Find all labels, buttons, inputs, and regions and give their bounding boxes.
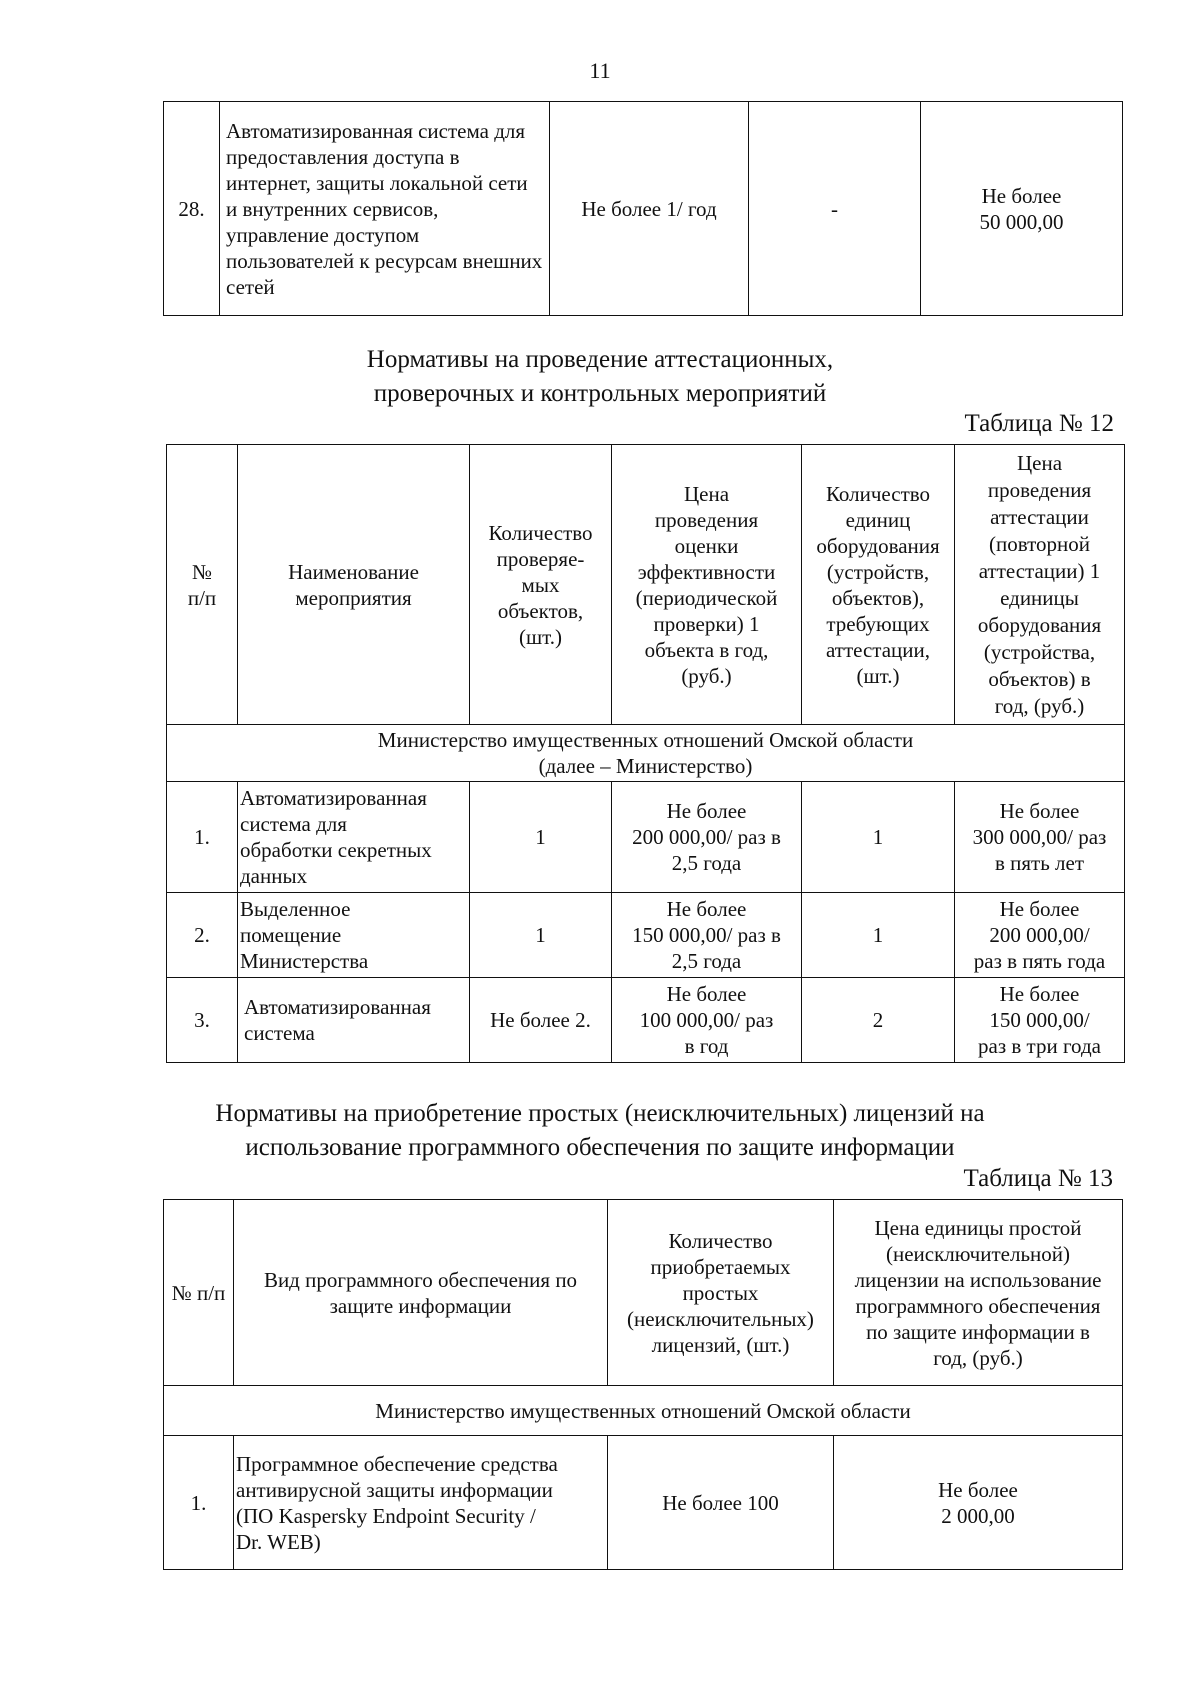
table-row xyxy=(167,978,1125,1063)
header-eval-price: Цена проведения оценки эффективности (периодической проверки) 1 объекта в год, (руб.) xyxy=(612,445,802,725)
row-name: Автоматизированная система для обработки секретных данных xyxy=(238,782,470,893)
row-number: 2. xyxy=(167,893,238,978)
row-number: 28. xyxy=(164,102,220,316)
group-title: Министерство имущественных отношений Омской области (далее – Министерство) xyxy=(167,725,1125,782)
row-qty: Не более 100 xyxy=(608,1436,834,1570)
header-name: Вид программного обеспечения по защите информации xyxy=(234,1200,608,1386)
row-price: Не более 50 000,00 xyxy=(921,102,1123,316)
header-qty: Количество приобретаемых простых (неисключительных) лицензий, (шт.) xyxy=(608,1200,834,1386)
table-row xyxy=(164,102,1123,316)
header-num: № п/п xyxy=(164,1200,234,1386)
table-11-continuation xyxy=(163,101,1123,316)
page-number: 11 xyxy=(589,58,611,83)
header-objects: Количество проверяе- мых объектов, (шт.) xyxy=(470,445,612,725)
group-row xyxy=(167,725,1125,782)
row-objects: 1 xyxy=(470,893,612,978)
row-objects: 1 xyxy=(470,782,612,893)
row-price: Не более 2 000,00 xyxy=(834,1436,1123,1570)
row-attest-price: Не более 150 000,00/ раз в три года xyxy=(955,978,1125,1063)
row-name: Автоматизированная система xyxy=(238,978,470,1063)
table-header-row xyxy=(167,445,1125,725)
table-row xyxy=(167,782,1125,893)
row-attest-price: Не более 300 000,00/ раз в пять лет xyxy=(955,782,1125,893)
header-name: Наименование мероприятия xyxy=(238,445,470,725)
row-number: 3. xyxy=(167,978,238,1063)
table-12 xyxy=(166,444,1125,1063)
section-12-title: Нормативы на проведение аттестационных, проверочных и контрольных мероприятий xyxy=(366,346,834,407)
row-quantity: - xyxy=(749,102,921,316)
row-objects: Не более 2. xyxy=(470,978,612,1063)
row-number: 1. xyxy=(164,1436,234,1570)
group-title: Министерство имущественных отношений Омской области xyxy=(164,1386,1123,1436)
header-num: № п/п xyxy=(167,445,238,725)
header-units: Количество единиц оборудования (устройств, объектов), требующих аттестации, (шт.) xyxy=(802,445,955,725)
row-units: 2 xyxy=(802,978,955,1063)
table-header-row xyxy=(164,1200,1123,1386)
row-eval-price: Не более 150 000,00/ раз в 2,5 года xyxy=(612,893,802,978)
table-12-label: Таблица № 12 xyxy=(964,410,1114,437)
row-eval-price: Не более 200 000,00/ раз в 2,5 года xyxy=(612,782,802,893)
section-13-title: Нормативы на приобретение простых (неисключительных) лицензий на использование программного обеспечения по защите информации xyxy=(215,1100,985,1161)
group-row xyxy=(164,1386,1123,1436)
row-units: 1 xyxy=(802,782,955,893)
header-attest-price: Цена проведения аттестации (повторной аттестации) 1 единицы оборудования (устройства, объектов) в год, (руб.) xyxy=(955,445,1125,725)
table-13-label: Таблица № 13 xyxy=(963,1165,1113,1192)
row-name: Автоматизированная система для предоставления доступа в интернет, защиты локальной сети и внутренних сервисов, управление доступом пользователей к ресурсам внешних сетей xyxy=(220,102,550,316)
row-frequency: Не более 1/ год xyxy=(550,102,749,316)
table-row xyxy=(164,1436,1123,1570)
row-eval-price: Не более 100 000,00/ раз в год xyxy=(612,978,802,1063)
row-name: Программное обеспечение средства антивирусной защиты информации (ПО Kaspersky Endpoint Security / Dr. WEB) xyxy=(234,1436,608,1570)
header-price: Цена единицы простой (неисключительной) лицензии на использование программного обеспечения по защите информации в год, (руб.) xyxy=(834,1200,1123,1386)
row-name: Выделенное помещение Министерства xyxy=(238,893,470,978)
table-row xyxy=(167,893,1125,978)
row-number: 1. xyxy=(167,782,238,893)
table-13 xyxy=(163,1199,1123,1570)
row-units: 1 xyxy=(802,893,955,978)
row-attest-price: Не более 200 000,00/ раз в пять года xyxy=(955,893,1125,978)
